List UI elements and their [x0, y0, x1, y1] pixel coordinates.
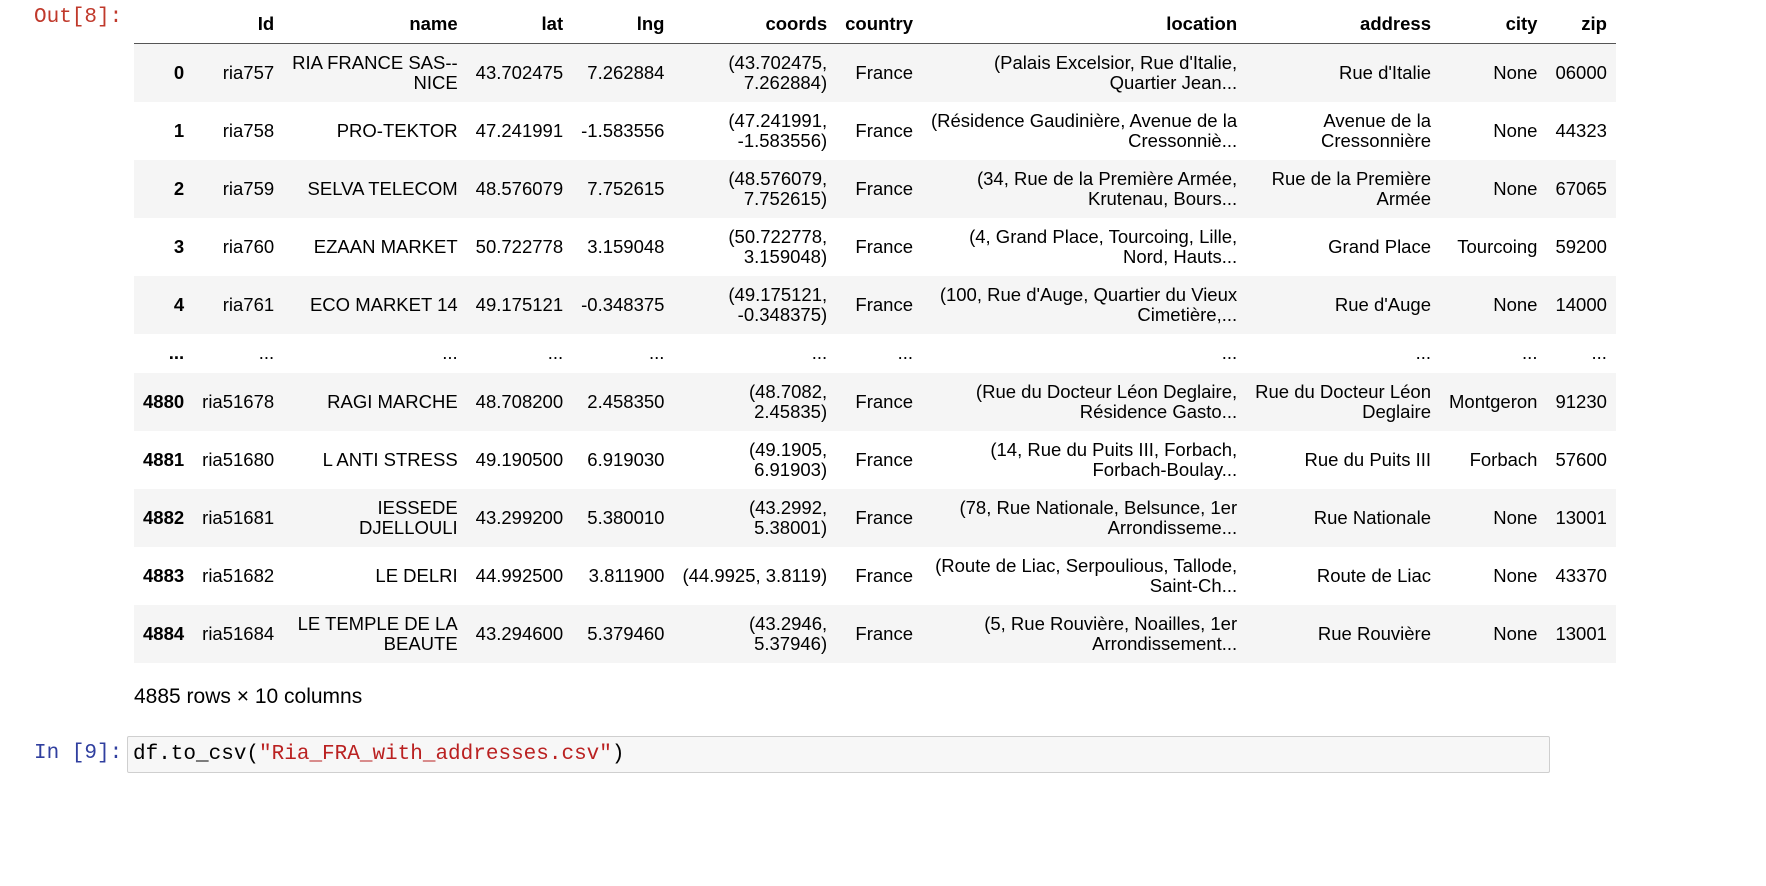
row-index: 3 — [173, 235, 185, 257]
cell-lng: 7.262884 — [587, 61, 665, 83]
code-input-cell[interactable] — [127, 736, 1550, 773]
cell-city: Montgeron — [1449, 390, 1538, 412]
cell-id: ria51680 — [202, 448, 275, 470]
cell-address: Grand Place — [1328, 235, 1432, 257]
cell-name: ECO MARKET 14 — [309, 293, 458, 315]
column-header-name: name — [283, 4, 467, 44]
row-index: ... — [168, 342, 185, 363]
dataframe-shape: 4885 rows × 10 columns — [134, 684, 363, 708]
cell-country: France — [855, 564, 913, 586]
cell-lat: ... — [547, 342, 564, 363]
cell-address: Rue Rouvière — [1317, 622, 1432, 644]
cell-id: ria760 — [222, 235, 275, 257]
table-row — [134, 431, 1616, 489]
cell-coords: (50.722778, 3.159048) — [728, 225, 828, 267]
code-text-end: ) — [611, 743, 625, 766]
row-index: 4882 — [143, 506, 185, 528]
row-index: 1 — [173, 119, 185, 141]
cell-id: ria758 — [222, 119, 275, 141]
cell-id: ria51682 — [202, 564, 275, 586]
column-header-location: location — [922, 4, 1246, 44]
cell-address: Avenue de la Cressonnière — [1320, 109, 1432, 151]
table-ellipsis-row — [134, 334, 1616, 373]
column-header-coords: coords — [673, 4, 836, 44]
cell-location: (78, Rue Nationale, Belsunce, 1er Arrondisseme... — [959, 496, 1238, 538]
cell-zip: ... — [1591, 342, 1607, 363]
cell-country: ... — [897, 342, 913, 363]
code-string-literal: "Ria_FRA_with_addresses.csv" — [259, 743, 612, 766]
column-header-country: country — [836, 4, 922, 44]
output-area — [134, 4, 1616, 709]
cell-location: (Résidence Gaudinière, Avenue de la Cressonniè... — [930, 109, 1238, 151]
cell-address: Rue d'Auge — [1334, 293, 1432, 315]
row-index: 4880 — [143, 390, 185, 412]
table-row — [134, 276, 1616, 334]
cell-name: L ANTI STRESS — [322, 448, 458, 470]
cell-coords: (48.7082, 2.45835) — [748, 380, 828, 422]
cell-location: ... — [1221, 342, 1238, 363]
cell-zip: 14000 — [1555, 293, 1607, 315]
cell-lat: 49.175121 — [475, 293, 564, 315]
cell-name: IESSEDE DJELLOULI — [358, 496, 458, 538]
cell-location: (100, Rue d'Auge, Quartier du Vieux Cimetière,... — [939, 283, 1238, 325]
cell-name: RIA FRANCE SAS-- NICE — [292, 51, 458, 93]
column-header-city: city — [1440, 4, 1546, 44]
table-row — [134, 373, 1616, 431]
cell-lat: 47.241991 — [475, 119, 564, 141]
cell-country: France — [855, 177, 913, 199]
cell-id: ria759 — [222, 177, 275, 199]
cell-name: RAGI MARCHE — [327, 390, 458, 412]
row-index: 0 — [173, 61, 185, 83]
cell-city: Forbach — [1469, 448, 1538, 470]
cell-lat: 43.294600 — [475, 622, 564, 644]
cell-lat: 49.190500 — [475, 448, 564, 470]
cell-address: Rue de la Première Armée — [1271, 167, 1432, 209]
table-row — [134, 489, 1616, 547]
cell-city: None — [1493, 622, 1538, 644]
cell-name: EZAAN MARKET — [313, 235, 458, 257]
cell-zip: 06000 — [1555, 61, 1607, 83]
column-header-id: Id — [193, 4, 283, 44]
cell-id: ria51681 — [202, 506, 275, 528]
cell-coords: (48.576079, 7.752615) — [728, 167, 828, 209]
table-row — [134, 102, 1616, 160]
cell-lng: 5.379460 — [587, 622, 665, 644]
column-header-zip: zip — [1546, 4, 1615, 44]
cell-coords: (43.702475, 7.262884) — [728, 51, 828, 93]
table-row — [134, 605, 1616, 663]
cell-zip: 91230 — [1555, 390, 1607, 412]
cell-country: France — [855, 390, 913, 412]
table-row — [134, 218, 1616, 276]
header-row — [134, 4, 1616, 44]
table-row — [134, 547, 1616, 605]
cell-location: (4, Grand Place, Tourcoing, Lille, Nord, Hauts... — [969, 225, 1238, 267]
cell-city: None — [1493, 119, 1538, 141]
cell-lng: -1.583556 — [581, 119, 665, 141]
cell-city: None — [1493, 293, 1538, 315]
cell-lat: 43.702475 — [475, 61, 564, 83]
cell-location: (Rue du Docteur Léon Deglaire, Résidence Gasto... — [975, 380, 1238, 422]
cell-city: None — [1493, 61, 1538, 83]
cell-lat: 48.576079 — [475, 177, 564, 199]
cell-lat: 43.299200 — [475, 506, 564, 528]
row-index: 2 — [173, 177, 185, 199]
cell-name: ... — [442, 342, 458, 363]
cell-coords: (44.9925, 3.8119) — [682, 564, 828, 586]
cell-id: ria757 — [222, 61, 275, 83]
cell-zip: 13001 — [1555, 622, 1607, 644]
cell-id: ria51684 — [202, 622, 275, 644]
cell-zip: 13001 — [1555, 506, 1607, 528]
cell-country: France — [855, 235, 913, 257]
cell-zip: 43370 — [1555, 564, 1607, 586]
cell-coords: (43.2992, 5.38001) — [748, 496, 828, 538]
cell-address: Rue Nationale — [1313, 506, 1432, 528]
cell-name: PRO-TEKTOR — [336, 119, 458, 141]
cell-zip: 57600 — [1555, 448, 1607, 470]
cell-name: SELVA TELECOM — [307, 177, 458, 199]
cell-lng: 7.752615 — [587, 177, 665, 199]
cell-coords: (49.175121, -0.348375) — [728, 283, 828, 325]
cell-location: (34, Rue de la Première Armée, Krutenau, Bours... — [976, 167, 1238, 209]
cell-lng: 3.811900 — [588, 564, 665, 586]
cell-zip: 44323 — [1555, 119, 1607, 141]
cell-address: Rue d'Italie — [1339, 61, 1432, 83]
row-index: 4 — [173, 293, 185, 315]
row-index: 4881 — [143, 448, 185, 470]
cell-lng: 6.919030 — [587, 448, 665, 470]
cell-address: Rue du Docteur Léon Deglaire — [1255, 380, 1432, 422]
row-index: 4884 — [143, 622, 185, 644]
cell-country: France — [855, 506, 913, 528]
cell-coords: (49.1905, 6.91903) — [748, 438, 828, 480]
cell-city: Tourcoing — [1457, 235, 1538, 257]
cell-address: Rue du Puits III — [1304, 448, 1432, 470]
cell-coords: ... — [811, 342, 828, 363]
cell-location: (5, Rue Rouvière, Noailles, 1er Arrondissement... — [984, 612, 1238, 654]
cell-id: ... — [258, 342, 275, 363]
input-prompt: In [9]: — [34, 742, 123, 765]
cell-lng: -0.348375 — [581, 293, 665, 315]
table-row — [134, 44, 1616, 102]
cell-coords: (47.241991, -1.583556) — [728, 109, 828, 151]
table-body — [134, 44, 1616, 663]
cell-lng: ... — [649, 342, 665, 363]
cell-lng: 3.159048 — [587, 235, 665, 257]
row-index: 4883 — [143, 564, 185, 586]
cell-country: France — [855, 622, 913, 644]
cell-location: (Route de Liac, Serpoulious, Tallode, Saint-Ch... — [935, 554, 1238, 596]
cell-lat: 44.992500 — [475, 564, 564, 586]
index-header — [134, 4, 193, 44]
cell-city: None — [1493, 177, 1538, 199]
column-header-lat: lat — [467, 4, 572, 44]
cell-country: France — [855, 293, 913, 315]
cell-lat: 50.722778 — [475, 235, 564, 257]
output-prompt: Out[8]: — [34, 6, 123, 29]
code-text: df.to_csv( — [133, 743, 260, 766]
column-header-lng: lng — [572, 4, 673, 44]
cell-id: ria761 — [222, 293, 275, 315]
cell-coords: (43.2946, 5.37946) — [748, 612, 828, 654]
cell-zip: 59200 — [1555, 235, 1607, 257]
cell-zip: 67065 — [1555, 177, 1607, 199]
cell-city: ... — [1522, 342, 1538, 363]
cell-name: LE DELRI — [375, 564, 458, 586]
cell-lng: 5.380010 — [587, 506, 665, 528]
cell-city: None — [1493, 564, 1538, 586]
column-header-address: address — [1246, 4, 1440, 44]
cell-country: France — [855, 119, 913, 141]
cell-id: ria51678 — [202, 390, 275, 412]
cell-address: ... — [1415, 342, 1432, 363]
cell-country: France — [855, 61, 913, 83]
cell-location: (14, Rue du Puits III, Forbach, Forbach-Boulay... — [990, 438, 1238, 480]
cell-city: None — [1493, 506, 1538, 528]
cell-location: (Palais Excelsior, Rue d'Italie, Quartier Jean... — [994, 51, 1238, 93]
cell-name: LE TEMPLE DE LA BEAUTE — [297, 612, 458, 654]
cell-country: France — [855, 448, 913, 470]
cell-address: Route de Liac — [1316, 564, 1432, 586]
cell-lat: 48.708200 — [475, 390, 564, 412]
cell-lng: 2.458350 — [587, 390, 665, 412]
dataframe-table — [134, 4, 1616, 663]
table-row — [134, 160, 1616, 218]
